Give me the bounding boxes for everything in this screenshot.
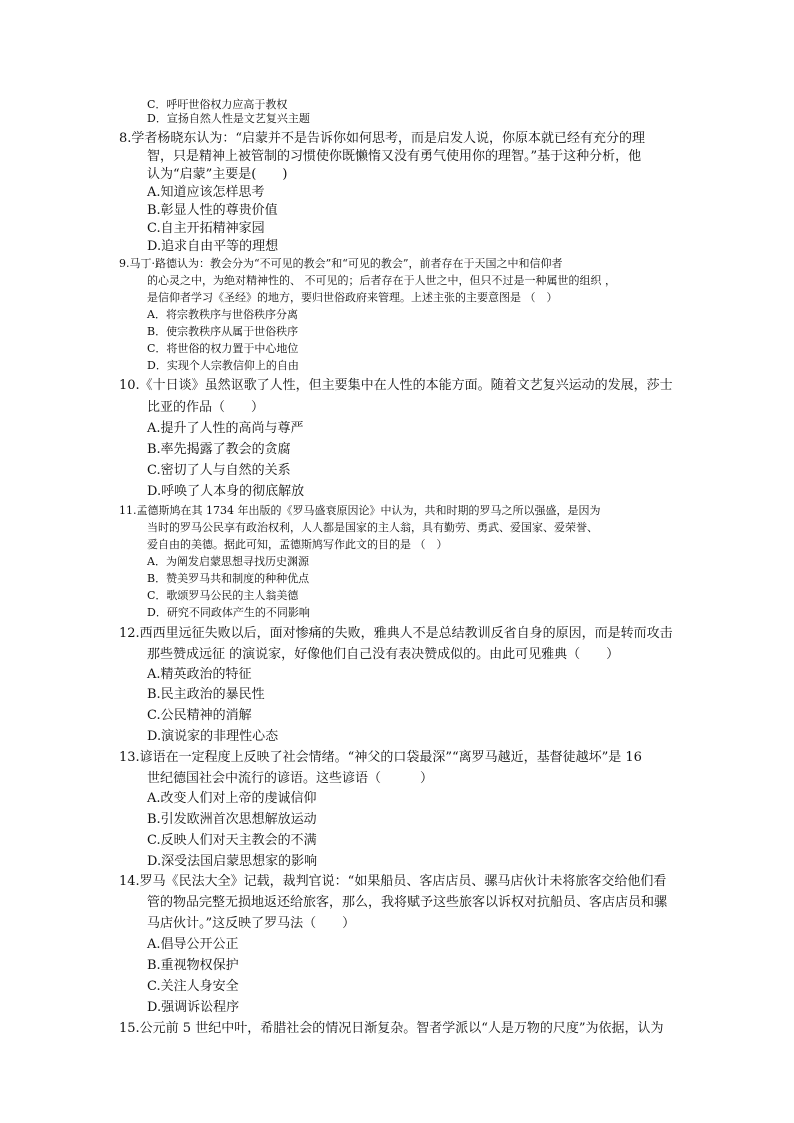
- q9-option-d: D．实现个人宗教信仰上的自由: [147, 359, 299, 372]
- q12-option-b: B.民主政治的暴民性: [147, 687, 265, 702]
- q8-option-a: A.知道应该怎样思考: [147, 185, 265, 200]
- q12-option-c: C.公民精神的消解: [147, 708, 252, 723]
- q13-option-d: D.深受法国启蒙思想家的影响: [147, 854, 318, 869]
- q12-option-a: A.精英政治的特征: [147, 667, 252, 682]
- q8-stem-line-1: 8.学者杨晓东认为：“启蒙并不是告诉你如何思考，而是启发人说，你原本就已经有充分的理: [119, 131, 646, 146]
- q9-stem-line-1: 9.马丁·路德认为：教会分为“不可见的教会”和“可见的教会”，前者存在于天国之中和信仰者: [119, 257, 563, 270]
- q9-option-b: B．使宗教秩序从属于世俗秩序: [147, 325, 299, 338]
- q12-option-d: D.演说家的非理性心态: [147, 729, 279, 744]
- q11-option-a: A．为阐发启蒙思想寻找历史渊源: [147, 555, 309, 568]
- q13-stem-line-2: 世纪德国社会中流行的谚语。这些谚语（ ）: [147, 771, 434, 786]
- q11-stem-line-2: 当时的罗马公民享有政治权利，人人都是国家的主人翁，具有勤劳、勇武、爱国家、爱荣誉、: [147, 521, 598, 534]
- q14-stem-line-2: 管的物品完整无损地返还给旅客，那么，我将赋予这些旅客以诉权对抗船员、客店店员和骡: [147, 895, 668, 910]
- q11-option-b: B．赞美罗马共和制度的种种优点: [147, 572, 310, 585]
- q14-stem-line-3: 马店伙计。”这反映了罗马法（ ）: [147, 916, 356, 931]
- q7-option-c: C．呼吁世俗权力应高于教权: [147, 98, 288, 111]
- q10-option-a: A.提升了人性的高尚与尊严: [147, 421, 304, 436]
- q11-stem-line-3: 爱自由的美德。据此可知，孟德斯鸠写作此文的目的是 （ ）: [147, 538, 448, 551]
- q8-option-c: C.自主开拓精神家园: [147, 221, 265, 236]
- q11-option-d: D．研究不同政体产生的不同影响: [147, 606, 310, 619]
- q13-option-b: B.引发欧洲首次思想解放运动: [147, 812, 317, 827]
- q10-stem-line-1: 10.《十日谈》虽然讴歌了人性，但主要集中在人性的本能方面。随着文艺复兴运动的发展，莎士: [119, 378, 673, 393]
- q13-stem-line-1: 13.谚语在一定程度上反映了社会情绪。“神父的口袋最深”“离罗马越近，基督徒越坏”是 16: [119, 750, 642, 765]
- q14-option-a: A.倡导公开公正: [147, 937, 239, 952]
- q10-option-c: C.密切了人与自然的关系: [147, 463, 291, 478]
- q10-option-d: D.呼唤了人本身的彻底解放: [147, 484, 305, 499]
- q13-option-a: A.改变人们对上帝的虔诚信仰: [147, 791, 317, 806]
- q15-stem-line-1: 15.公元前 5 世纪中叶，希腊社会的情况日渐复杂。智者学派以“人是万物的尺度”为依据，认为: [119, 1021, 664, 1036]
- q10-stem-line-2: 比亚的作品（ ）: [147, 400, 265, 415]
- q8-option-b: B.彰显人性的尊贵价值: [147, 203, 278, 218]
- q9-stem-line-2: 的心灵之中，为绝对精神性的、 不可见的；后者存在于人世之中，但只不过是一种属世的组织 ，: [147, 274, 616, 287]
- q8-option-d: D.追求自由平等的理想: [147, 239, 279, 254]
- q9-option-c: C．将世俗的权力置于中心地位: [147, 342, 299, 355]
- q8-stem-line-3: 认为“启蒙”主要是( ): [147, 167, 288, 182]
- q8-stem-line-2: 智，只是精神上被管制的习惯使你既懒惰又没有勇气使用你的理智。”基于这种分析，他: [147, 149, 642, 164]
- q11-stem-line-1: 11.孟德斯鸠在其 1734 年出版的《罗马盛衰原因论》中认为，共和时期的罗马之所以强盛，是因为: [119, 504, 601, 517]
- q14-option-b: B.重视物权保护: [147, 958, 239, 973]
- q14-stem-line-1: 14.罗马《民法大全》记载，裁判官说：“如果船员、客店店员、骡马店伙计未将旅客交给他们看: [119, 874, 667, 889]
- q12-stem-line-1: 12.西西里远征失败以后，面对惨痛的失败，雅典人不是总结教训反省自身的原因，而是转而攻击: [119, 626, 673, 641]
- q7-option-d: D．宣扬自然人性是文艺复兴主题: [147, 112, 310, 125]
- q9-option-a: A．将宗教秩序与世俗秩序分离: [147, 308, 298, 321]
- q11-option-c: C．歌颂罗马公民的主人翁美德: [147, 589, 299, 602]
- q9-stem-line-3: 是信仰者学习《圣经》的地方，要归世俗政府来管理。上述主张的主要意图是 （ ）: [147, 291, 558, 304]
- q12-stem-line-2: 那些赞成远征 的演说家，好像他们自己没有表决赞成似的。由此可见雅典（ ）: [147, 647, 620, 662]
- q14-option-c: C.关注人身安全: [147, 979, 239, 994]
- q13-option-c: C.反映人们对天主教会的不满: [147, 833, 317, 848]
- q10-option-b: B.率先揭露了教会的贪腐: [147, 442, 291, 457]
- q14-option-d: D.强调诉讼程序: [147, 1000, 240, 1015]
